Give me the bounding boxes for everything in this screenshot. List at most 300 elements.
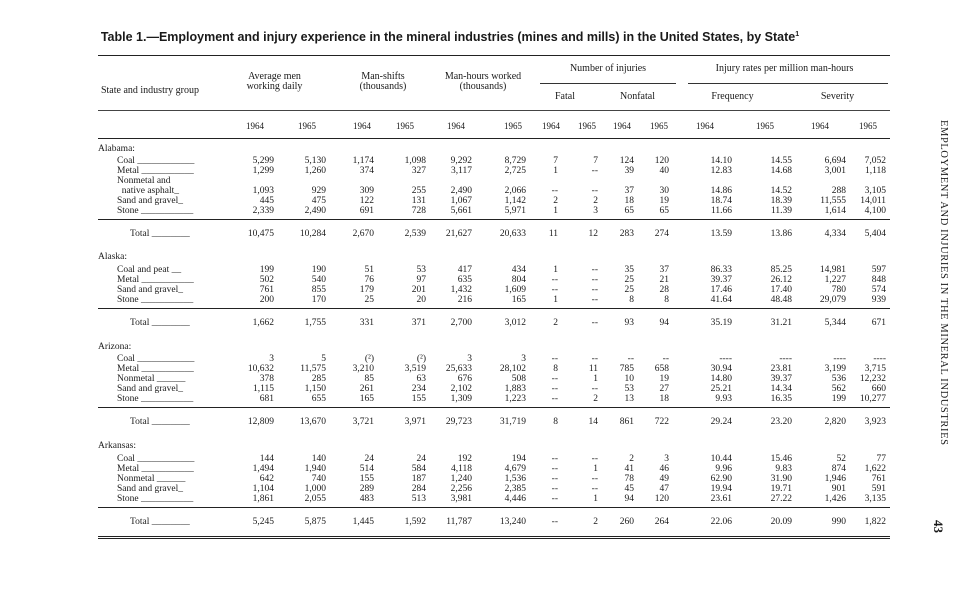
table-cell: 728: [411, 206, 426, 216]
table-cell: 194: [511, 454, 526, 464]
table-cell: 2: [593, 517, 598, 527]
table-cell: 10.44: [710, 454, 732, 464]
table-cell: 1,227: [824, 275, 846, 285]
table-cell: 11: [548, 229, 558, 239]
table-cell: 19: [659, 374, 669, 384]
table-cell: 502: [259, 275, 274, 285]
table-cell: 29,723: [445, 417, 472, 427]
table-cell: 17.40: [770, 285, 792, 295]
table-cell: 374: [359, 166, 374, 176]
table-cell: 671: [871, 318, 886, 328]
table-cell: 658: [654, 364, 669, 374]
table-cell: 309: [359, 186, 374, 196]
table-cell: 3,012: [504, 318, 526, 328]
table-cell: 660: [871, 384, 886, 394]
table-cell: 1,142: [504, 196, 526, 206]
table-cell: --: [551, 394, 558, 404]
table-cell: 94: [659, 318, 669, 328]
header-nonfatal: Nonfatal: [620, 91, 655, 102]
table-cell: 12.83: [710, 166, 732, 176]
state-group-row: [0, 441, 970, 451]
table-cell: 122: [359, 196, 374, 206]
table-cell: 3,199: [824, 364, 846, 374]
table-cell: 1: [553, 295, 558, 305]
table-cell: 187: [411, 474, 426, 484]
table-cell: 14.86: [710, 186, 732, 196]
table-cell: 584: [411, 464, 426, 474]
table-cell: (²): [416, 354, 426, 364]
table-cell: 1,946: [824, 474, 846, 484]
table-cell: 780: [831, 285, 846, 295]
table-cell: 785: [619, 364, 634, 374]
table-cell: 1,536: [504, 474, 526, 484]
table-cell: 3,210: [352, 364, 374, 374]
state-group-row: [0, 252, 970, 262]
row-label: Total ________: [130, 517, 190, 527]
row-label: Nonmetal and: [117, 176, 171, 186]
table-cell: 874: [831, 464, 846, 474]
table-cell: 1: [553, 206, 558, 216]
table-cell: 761: [259, 285, 274, 295]
table-cell: 4,334: [824, 229, 846, 239]
table-cell: 25,633: [445, 364, 472, 374]
table-cell: 20.09: [770, 517, 792, 527]
table-cell: 676: [457, 374, 472, 384]
table-cell: 39.37: [770, 374, 792, 384]
table-cell: --: [591, 384, 598, 394]
table-row: [0, 265, 970, 275]
table-cell: 28,102: [499, 364, 526, 374]
table-cell: 10: [624, 374, 634, 384]
table-cell: 2,490: [450, 186, 472, 196]
table-cell: ----: [873, 354, 886, 364]
table-cell: 31.90: [770, 474, 792, 484]
table-cell: 2,725: [504, 166, 526, 176]
row-label: Stone ___________: [117, 494, 194, 504]
year-label: 1964: [613, 121, 631, 131]
table-cell: 2,339: [252, 206, 274, 216]
table-cell: 170: [311, 295, 326, 305]
side-caption: [938, 120, 958, 446]
table-cell: 1,883: [504, 384, 526, 394]
table-cell: 483: [359, 494, 374, 504]
table-row: [0, 295, 970, 305]
table-cell: 62.90: [710, 474, 732, 484]
year-label: 1964: [811, 121, 829, 131]
table-cell: 14,981: [819, 265, 846, 275]
table-cell: 23.61: [710, 494, 732, 504]
table-cell: 2,539: [404, 229, 426, 239]
table-cell: 45: [624, 484, 634, 494]
table-cell: 14.10: [710, 156, 732, 166]
table-row: [0, 484, 970, 494]
row-label: Metal ___________: [117, 275, 194, 285]
table-cell: 8: [553, 364, 558, 374]
table-cell: 41: [624, 464, 634, 474]
table-cell: 1: [593, 494, 598, 504]
table-title-text: Table 1.—Employment and injury experience in the mineral industries (mines and mills) in the United States, by State: [100, 30, 796, 44]
table-cell: 261: [359, 384, 374, 394]
table-cell: 8,729: [504, 156, 526, 166]
table-cell: 1,592: [404, 517, 426, 527]
table-cell: 19.71: [770, 484, 792, 494]
table-cell: 264: [654, 517, 669, 527]
table-cell: --: [551, 374, 558, 384]
table-cell: 12,809: [247, 417, 274, 427]
table-cell: 11.39: [770, 206, 792, 216]
table-cell: 14.68: [770, 166, 792, 176]
table-cell: 25.21: [710, 384, 732, 394]
table-cell: 131: [411, 196, 426, 206]
table-cell: 39.37: [710, 275, 732, 285]
page-number-text: 43: [931, 520, 946, 533]
table-cell: 5,130: [304, 156, 326, 166]
table-cell: 1,614: [824, 206, 846, 216]
table-cell: 93: [624, 318, 634, 328]
table-cell: 681: [259, 394, 274, 404]
table-cell: 53: [416, 265, 426, 275]
table-cell: 2,385: [504, 484, 526, 494]
table-cell: 35: [624, 265, 634, 275]
table-cell: 3,971: [404, 417, 426, 427]
table-cell: 3,001: [824, 166, 846, 176]
table-cell: 234: [411, 384, 426, 394]
table-cell: 47: [659, 484, 669, 494]
table-cell: 1: [553, 265, 558, 275]
table-cell: 1: [593, 464, 598, 474]
row-label: native asphalt_: [117, 186, 179, 196]
table-cell: 53: [624, 384, 634, 394]
table-cell: --: [551, 275, 558, 285]
table-cell: 14.34: [770, 384, 792, 394]
table-cell: 23.20: [770, 417, 792, 427]
total-row: [0, 229, 970, 239]
table-cell: 691: [359, 206, 374, 216]
table-cell: --: [591, 275, 598, 285]
row-label: Stone ___________: [117, 206, 194, 216]
table-cell: 24: [364, 454, 374, 464]
table-cell: 20,633: [499, 229, 526, 239]
total-row: [0, 318, 970, 328]
row-label: Total ________: [130, 417, 190, 427]
table-cell: 848: [871, 275, 886, 285]
table-cell: 179: [359, 285, 374, 295]
year-label: 1965: [859, 121, 877, 131]
table-cell: 17.46: [710, 285, 732, 295]
table-title: [0, 30, 900, 44]
table-cell: 12,232: [859, 374, 886, 384]
table-cell: 1: [593, 374, 598, 384]
header-avg-men: Average men working daily: [246, 71, 303, 92]
table-row: [0, 474, 970, 484]
table-cell: 855: [311, 285, 326, 295]
table-cell: --: [551, 494, 558, 504]
table-cell: 2,700: [450, 318, 472, 328]
table-cell: 30: [659, 186, 669, 196]
table-cell: 597: [871, 265, 886, 275]
table-cell: --: [551, 186, 558, 196]
table-cell: 201: [411, 285, 426, 295]
table-cell: 417: [457, 265, 472, 275]
header-severity: Severity: [820, 91, 855, 102]
page-number: [930, 520, 970, 533]
table-cell: 31,719: [499, 417, 526, 427]
table-cell: 1,104: [252, 484, 274, 494]
table-cell: 289: [359, 484, 374, 494]
table-row: [0, 206, 970, 216]
table-cell: 13,240: [499, 517, 526, 527]
table-cell: 8: [629, 295, 634, 305]
table-row: [0, 156, 970, 166]
table-cell: 8: [553, 417, 558, 427]
year-label: 1964: [542, 121, 560, 131]
row-label: Stone ___________: [117, 394, 194, 404]
header-mid-rule: [98, 110, 890, 111]
table-cell: 9.93: [715, 394, 732, 404]
table-cell: 65: [624, 206, 634, 216]
table-cell: 11,575: [300, 364, 326, 374]
table-cell: 11,555: [820, 196, 846, 206]
table-cell: --: [551, 384, 558, 394]
table-cell: 124: [619, 156, 634, 166]
table-cell: 378: [259, 374, 274, 384]
table-cell: ----: [719, 354, 732, 364]
table-cell: 1,299: [252, 166, 274, 176]
table-cell: 722: [654, 417, 669, 427]
table-cell: 7: [593, 156, 598, 166]
table-cell: 199: [831, 394, 846, 404]
table-cell: 5,245: [252, 517, 274, 527]
table-cell: 41.64: [710, 295, 732, 305]
table-cell: 861: [619, 417, 634, 427]
row-label: Nonmetal ______: [117, 474, 186, 484]
table-cell: 20: [416, 295, 426, 305]
year-label: 1965: [504, 121, 522, 131]
table-cell: (²): [364, 354, 374, 364]
table-cell: 327: [411, 166, 426, 176]
table-cell: 3: [593, 206, 598, 216]
table-cell: 25: [624, 275, 634, 285]
table-cell: 1,822: [864, 517, 886, 527]
table-cell: 1,662: [252, 318, 274, 328]
table-cell: 514: [359, 464, 374, 474]
table-cell: 7,052: [864, 156, 886, 166]
table-cell: 14,011: [860, 196, 886, 206]
table-cell: 76: [364, 275, 374, 285]
table-cell: --: [591, 354, 598, 364]
table-row: [0, 176, 970, 186]
table-cell: 562: [831, 384, 846, 394]
table-cell: --: [551, 454, 558, 464]
table-cell: 35.19: [710, 318, 732, 328]
table-cell: --: [591, 474, 598, 484]
table-cell: 155: [411, 394, 426, 404]
table-cell: 434: [511, 265, 526, 275]
table-cell: 2,490: [304, 206, 326, 216]
table-cell: 29.24: [710, 417, 732, 427]
table-cell: 5,971: [504, 206, 526, 216]
table-cell: 120: [654, 494, 669, 504]
table-cell: 19.94: [710, 484, 732, 494]
table-cell: 46: [659, 464, 669, 474]
table-cell: 28: [659, 285, 669, 295]
row-label: Sand and gravel_: [117, 484, 183, 494]
table-cell: 165: [511, 295, 526, 305]
table-cell: 21: [659, 275, 669, 285]
table-cell: 9.96: [715, 464, 732, 474]
table-cell: 3: [269, 354, 274, 364]
table-cell: 49: [659, 474, 669, 484]
table-cell: 14: [588, 417, 598, 427]
table-cell: 1,118: [864, 166, 886, 176]
table-cell: 1,432: [450, 285, 472, 295]
table-cell: 31.21: [770, 318, 792, 328]
table-cell: --: [591, 295, 598, 305]
table-cell: 97: [416, 275, 426, 285]
table-cell: 2,820: [824, 417, 846, 427]
table-cell: 11,787: [446, 517, 472, 527]
header-state: State and industry group: [100, 85, 200, 96]
table-cell: 7: [553, 156, 558, 166]
table-cell: 2,102: [450, 384, 472, 394]
table-cell: 13.86: [770, 229, 792, 239]
total-row: [0, 417, 970, 427]
table-cell: 2,066: [504, 186, 526, 196]
table-cell: 3,117: [450, 166, 472, 176]
table-cell: 3,721: [352, 417, 374, 427]
row-label: Arkansas:: [98, 441, 136, 451]
table-cell: 52: [836, 454, 846, 464]
table-cell: 13.59: [710, 229, 732, 239]
table-cell: --: [551, 517, 558, 527]
table-cell: --: [591, 484, 598, 494]
table-cell: 1,494: [252, 464, 274, 474]
table-cell: 4,446: [504, 494, 526, 504]
table-cell: 655: [311, 394, 326, 404]
table-cell: 6,694: [824, 156, 846, 166]
table-cell: --: [591, 186, 598, 196]
table-row: [0, 186, 970, 196]
table-cell: 1,174: [352, 156, 374, 166]
table-cell: 5,661: [450, 206, 472, 216]
row-label: Total ________: [130, 229, 190, 239]
table-cell: 3,981: [450, 494, 472, 504]
table-cell: 1,622: [864, 464, 886, 474]
table-cell: 2,256: [450, 484, 472, 494]
table-cell: --: [551, 484, 558, 494]
table-cell: 24: [416, 454, 426, 464]
row-label: Sand and gravel_: [117, 285, 183, 295]
table-cell: --: [591, 318, 598, 328]
table-cell: 1,426: [824, 494, 846, 504]
row-label: Sand and gravel_: [117, 384, 183, 394]
table-cell: 990: [831, 517, 846, 527]
row-label: Total ________: [130, 318, 190, 328]
table-cell: 1,067: [450, 196, 472, 206]
table-cell: 3,519: [404, 364, 426, 374]
table-cell: 30.94: [710, 364, 732, 374]
row-label: Alaska:: [98, 252, 128, 262]
table-cell: 65: [659, 206, 669, 216]
table-cell: 1,093: [252, 186, 274, 196]
table-cell: ----: [779, 354, 792, 364]
row-label: Coal ____________: [117, 354, 195, 364]
table-cell: 18: [624, 196, 634, 206]
header-bottom-rule: [98, 138, 890, 139]
total-rule: [98, 219, 890, 220]
table-cell: 14.52: [770, 186, 792, 196]
table-cell: 10,284: [299, 229, 326, 239]
header-injury-rates: Injury rates per million man-hours: [715, 63, 854, 74]
table-cell: 1,240: [450, 474, 472, 484]
table-cell: 1,861: [252, 494, 274, 504]
table-row: [0, 394, 970, 404]
state-group-row: [0, 342, 970, 352]
table-cell: 25: [364, 295, 374, 305]
header-fatal: Fatal: [555, 91, 575, 102]
year-label: 1964: [696, 121, 714, 131]
table-cell: 216: [457, 295, 472, 305]
table-row: [0, 494, 970, 504]
table-row: [0, 275, 970, 285]
table-cell: 18: [659, 394, 669, 404]
table-cell: 513: [411, 494, 426, 504]
table-cell: 3,923: [864, 417, 886, 427]
table-cell: 4,100: [864, 206, 886, 216]
total-row: [0, 517, 970, 527]
table-cell: 371: [411, 318, 426, 328]
table-cell: 1,609: [504, 285, 526, 295]
table-cell: 192: [457, 454, 472, 464]
year-label: 1965: [650, 121, 668, 131]
table-cell: 9,292: [450, 156, 472, 166]
row-label: Metal ___________: [117, 464, 194, 474]
table-cell: 1,150: [304, 384, 326, 394]
table-cell: 3,135: [864, 494, 886, 504]
table-cell: 14.55: [770, 156, 792, 166]
table-cell: 591: [871, 484, 886, 494]
table-cell: 18.74: [710, 196, 732, 206]
table-cell: 288: [831, 186, 846, 196]
table-cell: 255: [411, 186, 426, 196]
table-row: [0, 364, 970, 374]
header-man-shifts: Man-shifts (thousands): [359, 71, 407, 92]
table-cell: 19: [659, 196, 669, 206]
table-cell: 274: [654, 229, 669, 239]
table-cell: 536: [831, 374, 846, 384]
table-cell: 761: [871, 474, 886, 484]
table-cell: 3,105: [864, 186, 886, 196]
table-cell: 540: [311, 275, 326, 285]
table-cell: 1,115: [252, 384, 274, 394]
row-label: Coal and peat __: [117, 265, 182, 275]
year-label: 1965: [396, 121, 414, 131]
table-cell: --: [551, 474, 558, 484]
year-label: 1965: [756, 121, 774, 131]
table-cell: 929: [311, 186, 326, 196]
table-cell: --: [662, 354, 669, 364]
table-cell: 1,309: [450, 394, 472, 404]
table-bottom-rule: [98, 536, 890, 539]
side-caption-text: EMPLOYMENT AND INJURIES IN THE MINERAL INDUSTRIES: [938, 120, 949, 446]
table-cell: 190: [311, 265, 326, 275]
table-cell: 475: [311, 196, 326, 206]
table-cell: 10,277: [859, 394, 886, 404]
row-label: Nonmetal ______: [117, 374, 186, 384]
row-label: Stone ___________: [117, 295, 194, 305]
table-cell: 37: [624, 186, 634, 196]
table-cell: 2: [593, 196, 598, 206]
